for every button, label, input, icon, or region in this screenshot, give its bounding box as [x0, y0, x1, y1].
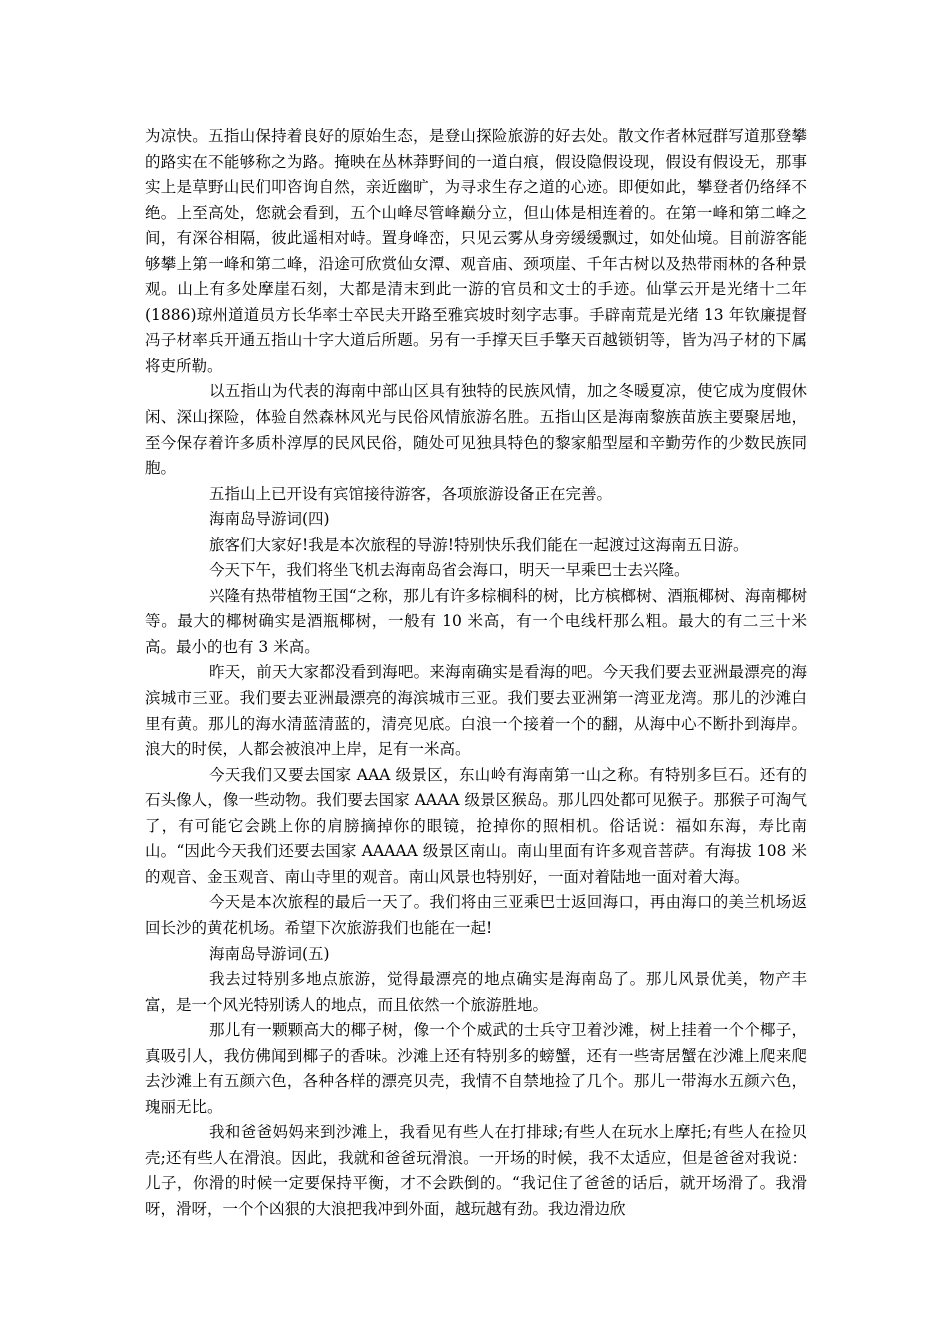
paragraph-coconut-beach: 那儿有一颗颗高大的椰子树，像一个个威武的士兵守卫着沙滩，树上挂着一个个椰子，真吸引人，我仿佛闻到椰子的香味。沙滩上还有特别多的螃蟹，还有一些寄居蟹在沙滩上爬来爬去沙滩上有五颜六色，各种各样的漂亮贝壳，我情不自禁地捡了几个。那儿一带海水五颜六色，瑰丽无比。: [145, 1021, 807, 1116]
paragraph-hainan-intro: 我去过特别多地点旅游，觉得最漂亮的地点确实是海南岛了。那儿风景优美，物产丰富，是一个风光特别诱人的地点，而且依然一个旅游胜地。: [145, 970, 807, 1014]
section-heading-5: 海南岛导游词(五): [209, 944, 330, 963]
paragraph-wuzhishan-hotels: 五指山上已开设有宾馆接待游客，各项旅游设备正在完善。: [209, 484, 613, 503]
paragraph-greeting: 旅客们大家好!我是本次旅程的导游!特别快乐我们能在一起渡过这海南五日游。: [209, 535, 749, 554]
paragraph-wuzhishan-ecology: 为凉快。五指山保持着良好的原始生态，是登山探险旅游的好去处。散文作者林冠群写道那登攀的路实在不能够称之为路。掩映在丛林莽野间的一道白痕，假设隐假设现，假设有假设无，那事实上是草野山民们叩咨询自然，亲近幽旷，为寻求生存之道的心迹。即便如此，攀登者仍络绎不绝。上至高处，您就会看到，五个山峰尽管峰巅分立，但山体是相连着的。在第一峰和第二峰之间，有深谷相隔，彼此遥相对峙。置身峰峦，只见云雾从身旁缓缓飘过，如处仙境。目前游客能够攀上第一峰和第二峰，沿途可欣赏仙女潭、观音庙、颈项崖、千年古树以及热带雨林的各种景观。山上有多处摩崖石刻，大都是清末到此一游的官员和文士的手迹。仙掌云开是光绪十二年(1886)琼州道道员方长华率士卒民夫开路至雅宾坡时刻字志事。手辟南荒是光绪 13 年钦廉提督冯子材率兵开通五指山十字大道后所题。另有一手撑天巨手擎天百越锁钥等，皆为冯子材的下属将吏所勒。: [145, 127, 807, 375]
section-heading-4: 海南岛导游词(四): [209, 510, 330, 529]
paragraph-scenic-areas: 今天我们又要去国家 AAA 级景区，东山岭有海南第一山之称。有特别多巨石。还有的石头像人，像一些动物。我们要去国家 AAAA 级景区猴岛。那儿四处都可见猴子。那猴子可淘气了，有可能它会跳上你的肩膀摘掉你的眼镜，抢掉你的照相机。俗话说：福如东海，寿比南山。“因此今天我们还要去国家 AAAAA 级景区南山。南山里面有许多观音菩萨。有海拔 108 米的观音、金玉观音、南山寺里的观音。南山风景也特别好，一面对着陆地一面对着大海。: [145, 765, 807, 886]
paragraph-itinerary: 今天下午，我们将坐飞机去海南岛省会海口，明天一早乘巴士去兴隆。: [209, 561, 690, 580]
paragraph-last-day: 今天是本次旅程的最后一天了。我们将由三亚乘巴士返回海口，再由海口的美兰机场返回长沙的黄花机场。希望下次旅游我们也能在一起!: [145, 893, 807, 937]
paragraph-surfing: 我和爸爸妈妈来到沙滩上，我看见有些人在打排球;有些人在玩水上摩托;有些人在捡贝壳;还有些人在滑浪。因此，我就和爸爸玩滑浪。一开场的时候，我不太适应，但是爸爸对我说：儿子，你滑的时候一定要保持平衡，才不会跌倒的。“我记住了爸爸的话后，就开场滑了。我滑呀，滑呀，一个个凶狠的大浪把我冲到外面，越玩越有劲。我边滑边欣: [145, 1123, 807, 1218]
paragraph-xinglong: 兴隆有热带植物王国“之称，那儿有许多棕榈科的树，比方槟榔树、酒瓶椰树、海南椰树等。最大的椰树确实是酒瓶椰树，一般有 10 米高，有一个电线杆那么粗。最大的有二三十米高。最小的也有 3 米高。: [145, 586, 807, 656]
document-body: [145, 124, 807, 1223]
paragraph-wuzhishan-culture: 以五指山为代表的海南中部山区具有独特的民族风情，加之冬暖夏凉，使它成为度假休闲、深山探险，体验自然森林风光与民俗风情旅游名胜。五指山区是海南黎族苗族主要聚居地，至今保存着许多质朴淳厚的民风民俗，随处可见独具特色的黎家船型屋和辛勤劳作的少数民族同胞。: [145, 382, 807, 478]
paragraph-sanya: 昨天，前天大家都没看到海吧。来海南确实是看海的吧。今天我们要去亚洲最漂亮的海滨城市三亚。我们要去亚洲最漂亮的海滨城市三亚。我们要去亚洲第一湾亚龙湾。那儿的沙滩白里有黄。那儿的海水清蓝清蓝的，清亮见底。白浪一个接着一个的翻，从海中心不断扑到海岸。浪大的时侯，人都会被浪冲上岸，足有一米高。: [145, 663, 807, 759]
